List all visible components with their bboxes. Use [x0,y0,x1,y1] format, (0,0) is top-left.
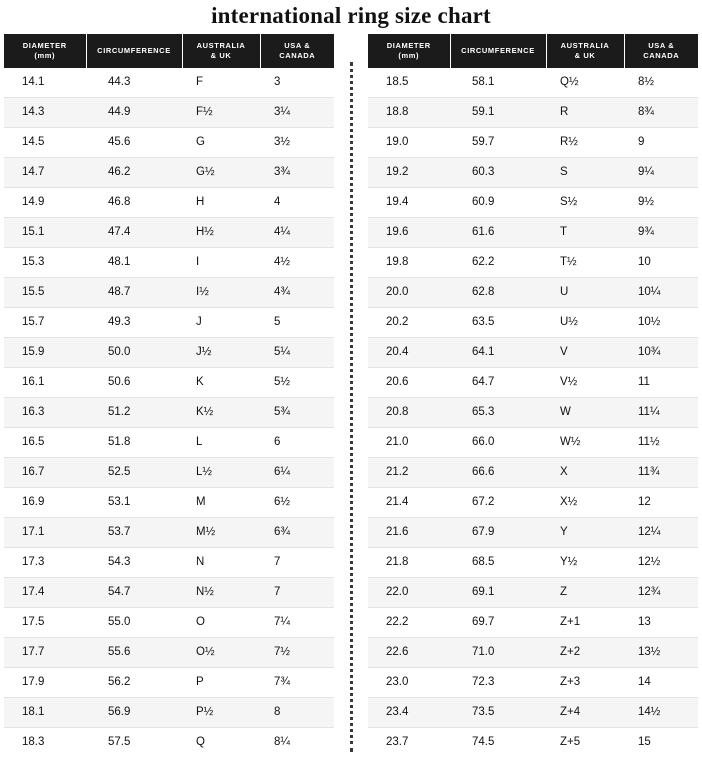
header-diameter-line1: DIAMETER [23,41,67,50]
table-row [4,548,334,578]
cell-diameter: 16.7 [4,458,86,488]
cell-circumference: 60.9 [450,188,546,218]
cell-circumference: 60.3 [450,158,546,188]
cell-circumference: 59.1 [450,98,546,128]
cell-australia-uk: V [546,338,624,368]
cell-usa-canada: 8½ [624,68,698,98]
cell-circumference: 50.0 [86,338,182,368]
cell-australia-uk: G½ [182,158,260,188]
cell-circumference: 55.6 [86,638,182,668]
cell-circumference: 59.7 [450,128,546,158]
table-row [4,578,334,608]
cell-usa-canada: 10¾ [624,338,698,368]
cell-usa-canada: 12¾ [624,578,698,608]
header-usa-line2: CANADA [643,51,679,60]
ring-size-table-left [4,34,334,757]
table-row [368,428,698,458]
tables-container [0,34,702,757]
header-diameter-line1: DIAMETER [387,41,431,50]
cell-diameter: 15.3 [4,248,86,278]
cell-australia-uk: L [182,428,260,458]
cell-usa-canada: 7½ [260,638,334,668]
cell-diameter: 17.1 [4,518,86,548]
cell-circumference: 56.2 [86,668,182,698]
cell-australia-uk: X [546,458,624,488]
cell-usa-canada: 13 [624,608,698,638]
cell-diameter: 21.2 [368,458,450,488]
cell-australia-uk: Z+2 [546,638,624,668]
cell-diameter: 14.9 [4,188,86,218]
cell-australia-uk: V½ [546,368,624,398]
left-table-wrapper [4,34,334,757]
cell-circumference: 52.5 [86,458,182,488]
table-row [368,368,698,398]
header-usa-canada [624,34,698,68]
cell-usa-canada: 6½ [260,488,334,518]
table-row [368,158,698,188]
header-usa-line1: USA & [648,41,674,50]
cell-diameter: 14.7 [4,158,86,188]
cell-diameter: 16.9 [4,488,86,518]
cell-diameter: 18.1 [4,698,86,728]
cell-usa-canada: 8¾ [624,98,698,128]
cell-diameter: 15.9 [4,338,86,368]
table-row [4,158,334,188]
cell-australia-uk: K½ [182,398,260,428]
cell-diameter: 15.5 [4,278,86,308]
cell-australia-uk: M [182,488,260,518]
cell-australia-uk: Z+4 [546,698,624,728]
table-row [368,638,698,668]
cell-usa-canada: 13½ [624,638,698,668]
cell-circumference: 71.0 [450,638,546,668]
cell-circumference: 48.1 [86,248,182,278]
table-row [4,458,334,488]
cell-diameter: 20.8 [368,398,450,428]
cell-australia-uk: Y [546,518,624,548]
cell-circumference: 45.6 [86,128,182,158]
cell-circumference: 64.1 [450,338,546,368]
cell-diameter: 16.5 [4,428,86,458]
page-title: international ring size chart [0,0,702,34]
table-row [368,308,698,338]
header-australia-line2: & UK [211,51,232,60]
cell-australia-uk: W½ [546,428,624,458]
cell-australia-uk: S [546,158,624,188]
table-row [4,338,334,368]
table-row [4,428,334,458]
cell-usa-canada: 14 [624,668,698,698]
cell-circumference: 51.2 [86,398,182,428]
cell-circumference: 72.3 [450,668,546,698]
cell-australia-uk: G [182,128,260,158]
header-row [4,34,334,68]
cell-australia-uk: H½ [182,218,260,248]
cell-usa-canada: 5¾ [260,398,334,428]
cell-circumference: 55.0 [86,608,182,638]
table-row [368,188,698,218]
cell-diameter: 22.2 [368,608,450,638]
cell-australia-uk: Z+3 [546,668,624,698]
cell-diameter: 18.8 [368,98,450,128]
cell-australia-uk: K [182,368,260,398]
cell-usa-canada: 7¼ [260,608,334,638]
cell-diameter: 17.9 [4,668,86,698]
cell-usa-canada: 9 [624,128,698,158]
table-row [4,668,334,698]
cell-circumference: 58.1 [450,68,546,98]
cell-australia-uk: T½ [546,248,624,278]
cell-australia-uk: Q½ [546,68,624,98]
cell-usa-canada: 4½ [260,248,334,278]
header-diameter-line2: (mm) [398,51,419,60]
table-row [368,518,698,548]
cell-usa-canada: 3¾ [260,158,334,188]
cell-circumference: 48.7 [86,278,182,308]
cell-circumference: 69.1 [450,578,546,608]
cell-diameter: 21.0 [368,428,450,458]
cell-usa-canada: 9¾ [624,218,698,248]
cell-usa-canada: 11¼ [624,398,698,428]
cell-circumference: 47.4 [86,218,182,248]
cell-usa-canada: 12½ [624,548,698,578]
cell-usa-canada: 11½ [624,428,698,458]
header-row [368,34,698,68]
cell-circumference: 54.7 [86,578,182,608]
cell-diameter: 22.0 [368,578,450,608]
cell-circumference: 53.7 [86,518,182,548]
cell-diameter: 20.2 [368,308,450,338]
cell-usa-canada: 12¼ [624,518,698,548]
cell-australia-uk: M½ [182,518,260,548]
cell-circumference: 57.5 [86,728,182,757]
cell-circumference: 51.8 [86,428,182,458]
table-row [368,218,698,248]
header-australia-uk [546,34,624,68]
cell-usa-canada: 6 [260,428,334,458]
cell-circumference: 53.1 [86,488,182,518]
table-row [368,128,698,158]
cell-australia-uk: I [182,248,260,278]
cell-usa-canada: 5½ [260,368,334,398]
table-row [4,638,334,668]
cell-australia-uk: S½ [546,188,624,218]
cell-diameter: 15.1 [4,218,86,248]
cell-australia-uk: T [546,218,624,248]
cell-diameter: 17.4 [4,578,86,608]
cell-australia-uk: F [182,68,260,98]
header-diameter [4,34,86,68]
cell-usa-canada: 7¾ [260,668,334,698]
cell-circumference: 56.9 [86,698,182,728]
cell-circumference: 63.5 [450,308,546,338]
header-usa-canada [260,34,334,68]
cell-usa-canada: 15 [624,728,698,757]
cell-circumference: 67.2 [450,488,546,518]
table-row [4,278,334,308]
header-diameter [368,34,450,68]
cell-circumference: 64.7 [450,368,546,398]
table-row [368,488,698,518]
header-circumference [86,34,182,68]
cell-australia-uk: J½ [182,338,260,368]
cell-circumference: 69.7 [450,608,546,638]
cell-usa-canada: 8 [260,698,334,728]
cell-australia-uk: U½ [546,308,624,338]
cell-australia-uk: L½ [182,458,260,488]
table-row [4,308,334,338]
table-row [4,218,334,248]
table-row [4,368,334,398]
table-row [368,398,698,428]
table-row [368,608,698,638]
cell-usa-canada: 7 [260,548,334,578]
table-row [368,68,698,98]
table-row [4,398,334,428]
cell-diameter: 20.6 [368,368,450,398]
table-row [4,68,334,98]
cell-diameter: 14.1 [4,68,86,98]
cell-usa-canada: 11¾ [624,458,698,488]
cell-usa-canada: 3½ [260,128,334,158]
cell-australia-uk: N½ [182,578,260,608]
cell-circumference: 62.2 [450,248,546,278]
cell-usa-canada: 9½ [624,188,698,218]
table-row [4,248,334,278]
cell-australia-uk: Z [546,578,624,608]
cell-circumference: 74.5 [450,728,546,757]
cell-australia-uk: I½ [182,278,260,308]
table-row [4,98,334,128]
cell-australia-uk: Y½ [546,548,624,578]
cell-diameter: 22.6 [368,638,450,668]
cell-australia-uk: X½ [546,488,624,518]
table-row [4,698,334,728]
cell-australia-uk: Z+1 [546,608,624,638]
table-row [368,698,698,728]
cell-usa-canada: 4¾ [260,278,334,308]
cell-usa-canada: 3¼ [260,98,334,128]
cell-australia-uk: J [182,308,260,338]
cell-australia-uk: W [546,398,624,428]
cell-diameter: 19.2 [368,158,450,188]
cell-diameter: 18.3 [4,728,86,757]
cell-circumference: 50.6 [86,368,182,398]
cell-circumference: 66.0 [450,428,546,458]
cell-diameter: 21.8 [368,548,450,578]
table-row [4,518,334,548]
cell-australia-uk: P [182,668,260,698]
cell-usa-canada: 8¼ [260,728,334,757]
table-row [4,488,334,518]
table-row [368,548,698,578]
cell-diameter: 14.3 [4,98,86,128]
header-australia-line1: AUSTRALIA [197,41,246,50]
cell-usa-canada: 11 [624,368,698,398]
cell-diameter: 19.8 [368,248,450,278]
cell-australia-uk: Q [182,728,260,757]
header-australia-uk [182,34,260,68]
cell-diameter: 17.5 [4,608,86,638]
table-row [368,98,698,128]
table-row [368,248,698,278]
header-australia-line1: AUSTRALIA [561,41,610,50]
table-body-right [368,68,698,757]
cell-usa-canada: 5 [260,308,334,338]
cell-usa-canada: 3 [260,68,334,98]
cell-diameter: 15.7 [4,308,86,338]
cell-circumference: 66.6 [450,458,546,488]
cell-australia-uk: Z+5 [546,728,624,757]
header-circumference-line1: CIRCUMFERENCE [97,46,171,55]
header-australia-line2: & UK [575,51,596,60]
table-body-left [4,68,334,757]
cell-usa-canada: 10 [624,248,698,278]
cell-circumference: 49.3 [86,308,182,338]
cell-circumference: 68.5 [450,548,546,578]
cell-australia-uk: R½ [546,128,624,158]
table-row [4,128,334,158]
table-row [368,668,698,698]
cell-diameter: 23.7 [368,728,450,757]
cell-usa-canada: 4¼ [260,218,334,248]
divider-line [350,62,353,752]
vertical-dotted-divider [346,62,356,757]
cell-circumference: 44.9 [86,98,182,128]
cell-diameter: 20.4 [368,338,450,368]
cell-circumference: 73.5 [450,698,546,728]
cell-diameter: 23.0 [368,668,450,698]
cell-australia-uk: U [546,278,624,308]
cell-circumference: 65.3 [450,398,546,428]
table-row [368,578,698,608]
cell-diameter: 21.4 [368,488,450,518]
cell-diameter: 16.3 [4,398,86,428]
table-row [4,728,334,757]
cell-diameter: 23.4 [368,698,450,728]
cell-circumference: 67.9 [450,518,546,548]
header-usa-line1: USA & [284,41,310,50]
cell-diameter: 19.6 [368,218,450,248]
cell-diameter: 21.6 [368,518,450,548]
cell-usa-canada: 7 [260,578,334,608]
cell-circumference: 54.3 [86,548,182,578]
cell-diameter: 17.3 [4,548,86,578]
table-row [368,728,698,757]
cell-usa-canada: 6¼ [260,458,334,488]
table-header-left [4,34,334,68]
cell-diameter: 20.0 [368,278,450,308]
cell-diameter: 18.5 [368,68,450,98]
cell-australia-uk: F½ [182,98,260,128]
cell-circumference: 62.8 [450,278,546,308]
header-circumference-line1: CIRCUMFERENCE [461,46,535,55]
cell-usa-canada: 9¼ [624,158,698,188]
cell-australia-uk: H [182,188,260,218]
cell-australia-uk: O½ [182,638,260,668]
cell-diameter: 19.4 [368,188,450,218]
header-circumference [450,34,546,68]
cell-diameter: 19.0 [368,128,450,158]
header-usa-line2: CANADA [279,51,315,60]
cell-usa-canada: 10½ [624,308,698,338]
cell-diameter: 16.1 [4,368,86,398]
table-header-right [368,34,698,68]
table-row [368,278,698,308]
cell-circumference: 61.6 [450,218,546,248]
cell-usa-canada: 14½ [624,698,698,728]
cell-australia-uk: O [182,608,260,638]
cell-australia-uk: R [546,98,624,128]
ring-size-table-right [368,34,698,757]
cell-diameter: 17.7 [4,638,86,668]
table-row [368,458,698,488]
cell-usa-canada: 12 [624,488,698,518]
table-row [4,608,334,638]
table-row [368,338,698,368]
cell-diameter: 14.5 [4,128,86,158]
cell-usa-canada: 10¼ [624,278,698,308]
cell-circumference: 46.2 [86,158,182,188]
cell-australia-uk: P½ [182,698,260,728]
cell-australia-uk: N [182,548,260,578]
right-table-wrapper [368,34,698,757]
table-row [4,188,334,218]
cell-usa-canada: 4 [260,188,334,218]
cell-usa-canada: 6¾ [260,518,334,548]
cell-usa-canada: 5¼ [260,338,334,368]
header-diameter-line2: (mm) [34,51,55,60]
cell-circumference: 44.3 [86,68,182,98]
cell-circumference: 46.8 [86,188,182,218]
